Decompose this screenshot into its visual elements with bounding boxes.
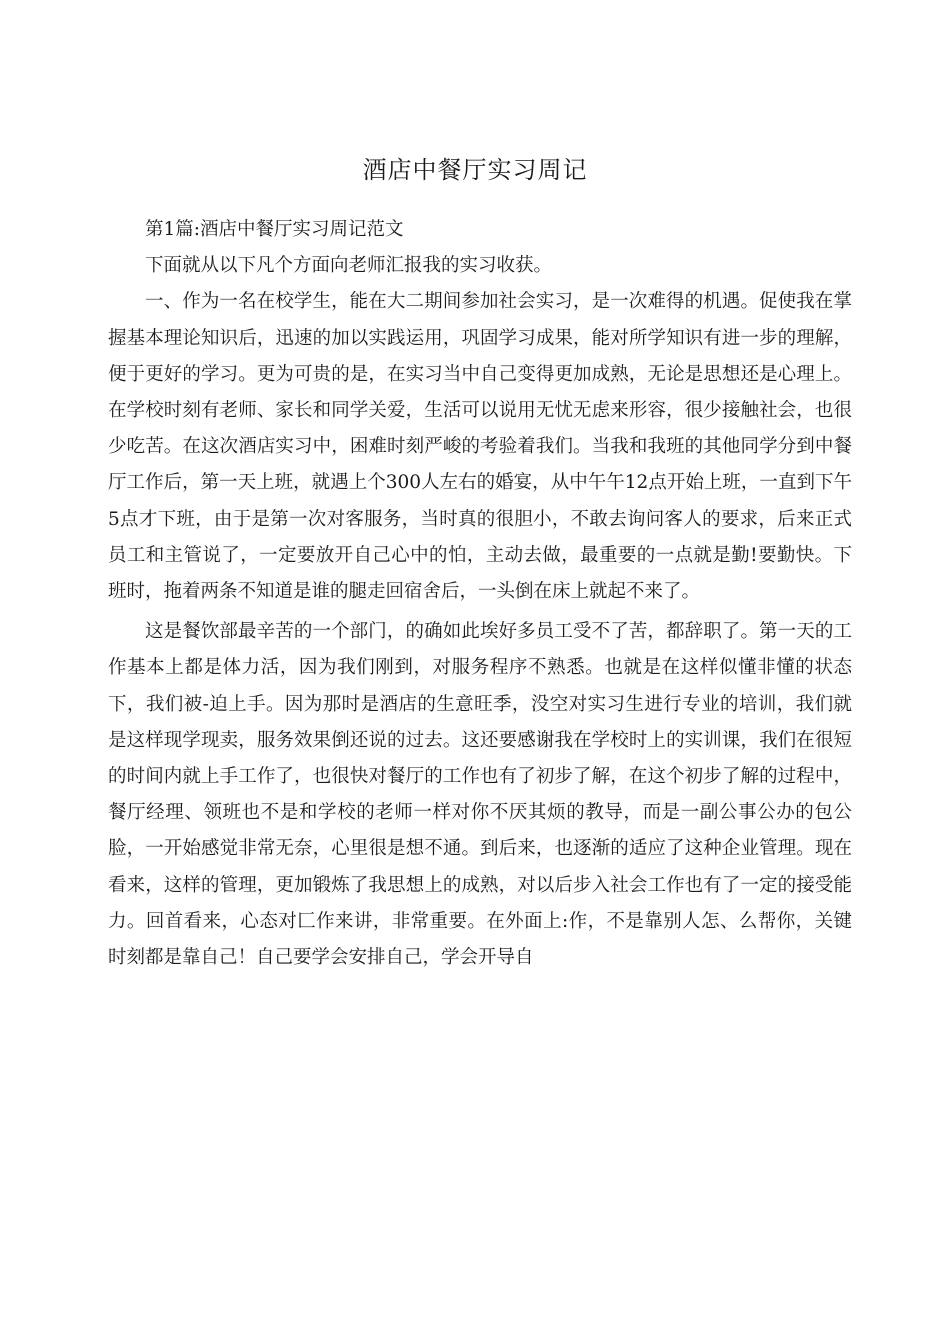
document-subtitle: 第1篇:酒店中餐厅实习周记范文 (145, 219, 404, 240)
paragraph-intro: 下面就从以下凡个方面向老师汇报我的实习收获。 (145, 255, 553, 277)
paragraph-first: 一、作为一名在校学生，能在大二期间参加社会实习，是一次难得的机遇。促使我在掌握基本理论知识后，迅速的加以实践运用，巩固学习成果，能对所学知识有进一步的理解，便于更好的学习。更为可贵的是，在实习当中自己变得更加成熟，无论是思想还是心理上。在学校时刻有老师、家长和同学关爱，生活可以说用无忧无虑来形容，很少接触社会，也很少吃苦。在这次酒店实习中，困难时刻严峻的考验着我们。当我和我班的其他同学分到中餐厅工作后，第一天上班，就遇上个300人左右的婚宴，从中午午12点开始上班，一直到下午5点才下班，由于是第一次对客服务，当时真的很胆小，不敢去询问客人的要求，后来正式员工和主管说了，一定要放开自己心中的怕，主动去做，最重要的一点就是勤!要勤快。下班时，拖着两条不知道是谁的腿走回宿舍后，一头倒在床上就起不来了。 (108, 291, 852, 603)
document-title: 酒店中餐厅实习周记 (362, 156, 588, 184)
document-body (108, 212, 852, 976)
paragraph-second: 这是餐饮部最辛苦的一个部门，的确如此埃好多员工受不了苦，都辞职了。第一天的工作基本上都是体力活，因为我们刚到，对服务程序不熟悉。也就是在这样似懂非懂的状态下，我们被-迫上手。因为那时是酒店的生意旺季，没空对实习生进行专业的培训，我们就是这样现学现卖，服务效果倒还说的过去。这还要感谢我在学校时上的实训课，我们在很短的时间内就上手工作了，也很快对餐厅的工作也有了初步了解，在这个初步了解的过程中，餐厅经理、领班也不是和学校的老师一样对你不厌其烦的教导，而是一副公事公办的包公脸，一开始感觉非常无奈，心里很是想不通。到后来，也逐渐的适应了这种企业管理。现在看来，这样的管理，更加锻炼了我思想上的成熟，对以后步入社会工作也有了一定的接受能力。回首看来，心态对匚作来讲，非常重要。在外面上:作，不是靠别人怎、么帮你，关键时刻都是靠自己！自己要学会安排自己，学会开导自 (108, 621, 852, 969)
